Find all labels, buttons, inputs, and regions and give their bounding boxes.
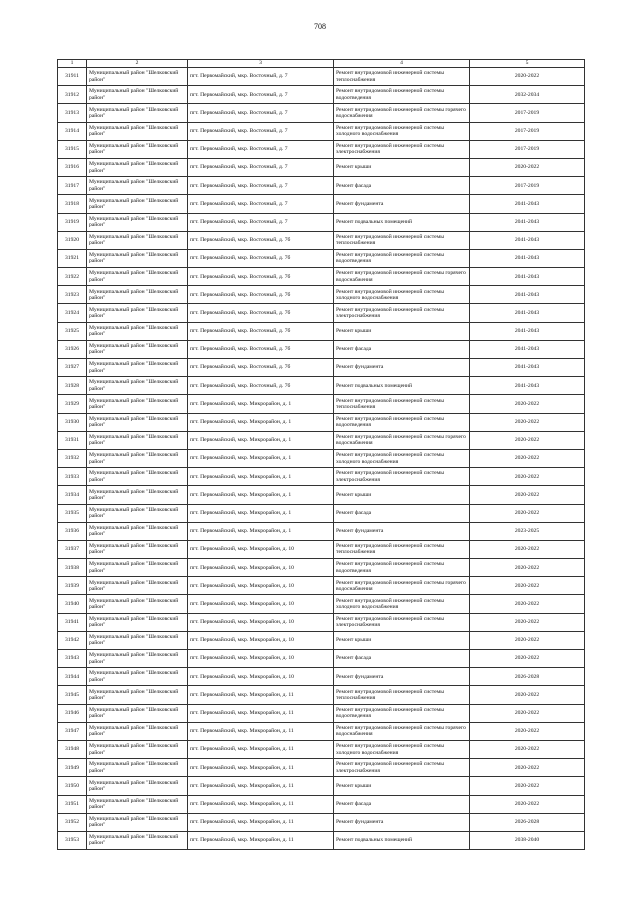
work-type-cell: Ремонт фасада <box>334 340 470 358</box>
address-cell: пгт. Первомайский, мкр. Микрорайон, д. 11 <box>188 722 334 740</box>
municipality-cell: Муниципальный район "Шелковский район" <box>87 122 188 140</box>
municipality-cell: Муниципальный район "Шелковский район" <box>87 650 188 668</box>
table-row <box>58 795 585 813</box>
work-type-cell: Ремонт фасада <box>334 650 470 668</box>
column-header: 1 <box>58 60 87 68</box>
period-cell: 2020-2022 <box>470 631 585 649</box>
row-number-cell: 31929 <box>58 395 87 413</box>
period-cell: 2038-2040 <box>470 831 585 849</box>
table-row <box>58 413 585 431</box>
table-row <box>58 704 585 722</box>
period-cell: 2020-2022 <box>470 431 585 449</box>
period-cell: 2020-2022 <box>470 395 585 413</box>
table-row <box>58 722 585 740</box>
municipality-cell: Муниципальный район "Шелковский район" <box>87 104 188 122</box>
work-type-cell: Ремонт фундамента <box>334 359 470 377</box>
period-cell: 2020-2022 <box>470 559 585 577</box>
municipality-cell: Муниципальный район "Шелковский район" <box>87 486 188 504</box>
table-row <box>58 740 585 758</box>
address-cell: пгт. Первомайский, мкр. Восточный, д. 7б <box>188 377 334 395</box>
row-number-cell: 31933 <box>58 468 87 486</box>
row-number-cell: 31932 <box>58 449 87 467</box>
table-row <box>58 104 585 122</box>
municipality-cell: Муниципальный район "Шелковский район" <box>87 759 188 777</box>
address-cell: пгт. Первомайский, мкр. Микрорайон, д. 11 <box>188 831 334 849</box>
period-cell: 2020-2022 <box>470 577 585 595</box>
row-number-cell: 31947 <box>58 722 87 740</box>
municipality-cell: Муниципальный район "Шелковский район" <box>87 249 188 267</box>
period-cell: 2020-2022 <box>470 468 585 486</box>
address-cell: пгт. Первомайский, мкр. Микрорайон, д. 10 <box>188 650 334 668</box>
address-cell: пгт. Первомайский, мкр. Микрорайон, д. 11 <box>188 704 334 722</box>
row-number-cell: 31953 <box>58 831 87 849</box>
municipality-cell: Муниципальный район "Шелковский район" <box>87 322 188 340</box>
period-cell: 2020-2022 <box>470 795 585 813</box>
table-row <box>58 504 585 522</box>
address-cell: пгт. Первомайский, мкр. Микрорайон, д. 11 <box>188 686 334 704</box>
work-type-cell: Ремонт внутридомовой инженерной системы электроснабжения <box>334 613 470 631</box>
table-row <box>58 359 585 377</box>
table-row <box>58 286 585 304</box>
municipality-cell: Муниципальный район "Шелковский район" <box>87 268 188 286</box>
period-cell: 2023-2025 <box>470 522 585 540</box>
address-cell: пгт. Первомайский, мкр. Микрорайон, д. 1 <box>188 413 334 431</box>
period-cell: 2041-2043 <box>470 231 585 249</box>
column-header: 3 <box>188 60 334 68</box>
column-header: 4 <box>334 60 470 68</box>
period-cell: 2041-2043 <box>470 213 585 231</box>
work-type-cell: Ремонт внутридомовой инженерной системы водоотведения <box>334 86 470 104</box>
table-row <box>58 540 585 558</box>
address-cell: пгт. Первомайский, мкр. Микрорайон, д. 1 <box>188 395 334 413</box>
row-number-cell: 31943 <box>58 650 87 668</box>
period-cell: 2017-2019 <box>470 140 585 158</box>
row-number-cell: 31916 <box>58 158 87 176</box>
work-type-cell: Ремонт фасада <box>334 177 470 195</box>
address-cell: пгт. Первомайский, мкр. Микрорайон, д. 10 <box>188 668 334 686</box>
work-type-cell: Ремонт подвальных помещений <box>334 213 470 231</box>
work-type-cell: Ремонт внутридомовой инженерной системы электроснабжения <box>334 140 470 158</box>
table-row <box>58 759 585 777</box>
address-cell: пгт. Первомайский, мкр. Восточный, д. 7 <box>188 122 334 140</box>
municipality-cell: Муниципальный район "Шелковский район" <box>87 377 188 395</box>
row-number-cell: 31918 <box>58 195 87 213</box>
row-number-cell: 31945 <box>58 686 87 704</box>
work-type-cell: Ремонт фасада <box>334 504 470 522</box>
address-cell: пгт. Первомайский, мкр. Микрорайон, д. 11 <box>188 740 334 758</box>
table-row <box>58 322 585 340</box>
table-row <box>58 813 585 831</box>
row-number-cell: 31934 <box>58 486 87 504</box>
municipality-cell: Муниципальный район "Шелковский район" <box>87 140 188 158</box>
address-cell: пгт. Первомайский, мкр. Микрорайон, д. 1 <box>188 486 334 504</box>
work-type-cell: Ремонт фундамента <box>334 195 470 213</box>
row-number-cell: 31922 <box>58 268 87 286</box>
municipality-cell: Муниципальный район "Шелковский район" <box>87 595 188 613</box>
municipality-cell: Муниципальный район "Шелковский район" <box>87 286 188 304</box>
period-cell: 2041-2043 <box>470 359 585 377</box>
table-row <box>58 486 585 504</box>
table-row <box>58 559 585 577</box>
row-number-cell: 31951 <box>58 795 87 813</box>
row-number-cell: 31919 <box>58 213 87 231</box>
address-cell: пгт. Первомайский, мкр. Восточный, д. 7б <box>188 340 334 358</box>
municipality-cell: Муниципальный район "Шелковский район" <box>87 395 188 413</box>
address-cell: пгт. Первомайский, мкр. Микрорайон, д. 10 <box>188 577 334 595</box>
address-cell: пгт. Первомайский, мкр. Микрорайон, д. 11 <box>188 777 334 795</box>
work-type-cell: Ремонт внутридомовой инженерной системы водоотведения <box>334 413 470 431</box>
period-cell: 2017-2019 <box>470 122 585 140</box>
table-row <box>58 595 585 613</box>
period-cell: 2041-2043 <box>470 340 585 358</box>
municipality-cell: Муниципальный район "Шелковский район" <box>87 831 188 849</box>
municipality-cell: Муниципальный район "Шелковский район" <box>87 577 188 595</box>
address-cell: пгт. Первомайский, мкр. Восточный, д. 7б <box>188 231 334 249</box>
row-number-cell: 31949 <box>58 759 87 777</box>
work-type-cell: Ремонт внутридомовой инженерной системы электроснабжения <box>334 304 470 322</box>
table-row <box>58 377 585 395</box>
table-row <box>58 522 585 540</box>
period-cell: 2020-2022 <box>470 759 585 777</box>
row-number-cell: 31915 <box>58 140 87 158</box>
address-cell: пгт. Первомайский, мкр. Восточный, д. 7 <box>188 140 334 158</box>
work-type-cell: Ремонт фундамента <box>334 522 470 540</box>
address-cell: пгт. Первомайский, мкр. Восточный, д. 7б <box>188 322 334 340</box>
row-number-cell: 31914 <box>58 122 87 140</box>
address-cell: пгт. Первомайский, мкр. Микрорайон, д. 1 <box>188 522 334 540</box>
table-row <box>58 668 585 686</box>
period-cell: 2020-2022 <box>470 686 585 704</box>
repair-schedule-table <box>57 59 585 850</box>
table-row <box>58 777 585 795</box>
address-cell: пгт. Первомайский, мкр. Восточный, д. 7 <box>188 104 334 122</box>
column-header: 2 <box>87 60 188 68</box>
address-cell: пгт. Первомайский, мкр. Микрорайон, д. 11 <box>188 813 334 831</box>
work-type-cell: Ремонт внутридомовой инженерной системы горячего водоснабжения <box>334 722 470 740</box>
municipality-cell: Муниципальный район "Шелковский район" <box>87 158 188 176</box>
municipality-cell: Муниципальный район "Шелковский район" <box>87 468 188 486</box>
table-row <box>58 395 585 413</box>
address-cell: пгт. Первомайский, мкр. Микрорайон, д. 1 <box>188 504 334 522</box>
table-row <box>58 613 585 631</box>
row-number-cell: 31940 <box>58 595 87 613</box>
work-type-cell: Ремонт фасада <box>334 795 470 813</box>
period-cell: 2041-2043 <box>470 322 585 340</box>
work-type-cell: Ремонт внутридомовой инженерной системы теплоснабжения <box>334 68 470 86</box>
work-type-cell: Ремонт внутридомовой инженерной системы горячего водоснабжения <box>334 268 470 286</box>
table-row <box>58 158 585 176</box>
row-number-cell: 31942 <box>58 631 87 649</box>
address-cell: пгт. Первомайский, мкр. Восточный, д. 7б <box>188 286 334 304</box>
period-cell: 2017-2019 <box>470 104 585 122</box>
table-row <box>58 86 585 104</box>
work-type-cell: Ремонт внутридомовой инженерной системы теплоснабжения <box>334 540 470 558</box>
work-type-cell: Ремонт внутридомовой инженерной системы горячего водоснабжения <box>334 577 470 595</box>
period-cell: 2020-2022 <box>470 413 585 431</box>
address-cell: пгт. Первомайский, мкр. Микрорайон, д. 10 <box>188 540 334 558</box>
period-cell: 2020-2022 <box>470 595 585 613</box>
row-number-cell: 31952 <box>58 813 87 831</box>
period-cell: 2020-2022 <box>470 704 585 722</box>
address-cell: пгт. Первомайский, мкр. Восточный, д. 7 <box>188 213 334 231</box>
table-row <box>58 122 585 140</box>
table-row <box>58 650 585 668</box>
work-type-cell: Ремонт подвальных помещений <box>334 831 470 849</box>
period-cell: 2017-2019 <box>470 177 585 195</box>
work-type-cell: Ремонт фундамента <box>334 813 470 831</box>
period-cell: 2026-2028 <box>470 668 585 686</box>
table-row <box>58 213 585 231</box>
work-type-cell: Ремонт внутридомовой инженерной системы теплоснабжения <box>334 395 470 413</box>
row-number-cell: 31935 <box>58 504 87 522</box>
municipality-cell: Муниципальный район "Шелковский район" <box>87 613 188 631</box>
table-row <box>58 140 585 158</box>
table-row <box>58 304 585 322</box>
address-cell: пгт. Первомайский, мкр. Восточный, д. 7б <box>188 249 334 267</box>
row-number-cell: 31946 <box>58 704 87 722</box>
work-type-cell: Ремонт внутридомовой инженерной системы холодного водоснабжения <box>334 595 470 613</box>
row-number-cell: 31926 <box>58 340 87 358</box>
work-type-cell: Ремонт внутридомовой инженерной системы холодного водоснабжения <box>334 122 470 140</box>
table-row <box>58 431 585 449</box>
row-number-cell: 31941 <box>58 613 87 631</box>
row-number-cell: 31938 <box>58 559 87 577</box>
municipality-cell: Муниципальный район "Шелковский район" <box>87 740 188 758</box>
work-type-cell: Ремонт внутридомовой инженерной системы горячего водоснабжения <box>334 104 470 122</box>
work-type-cell: Ремонт внутридомовой инженерной системы водоотведения <box>334 704 470 722</box>
period-cell: 2041-2043 <box>470 377 585 395</box>
work-type-cell: Ремонт внутридомовой инженерной системы водоотведения <box>334 559 470 577</box>
period-cell: 2041-2043 <box>470 304 585 322</box>
address-cell: пгт. Первомайский, мкр. Восточный, д. 7б <box>188 359 334 377</box>
address-cell: пгт. Первомайский, мкр. Микрорайон, д. 1 <box>188 468 334 486</box>
address-cell: пгт. Первомайский, мкр. Восточный, д. 7 <box>188 68 334 86</box>
table-row <box>58 686 585 704</box>
work-type-cell: Ремонт крыши <box>334 322 470 340</box>
period-cell: 2026-2028 <box>470 813 585 831</box>
work-type-cell: Ремонт фундамента <box>334 668 470 686</box>
address-cell: пгт. Первомайский, мкр. Восточный, д. 7 <box>188 195 334 213</box>
period-cell: 2020-2022 <box>470 68 585 86</box>
table-row <box>58 340 585 358</box>
municipality-cell: Муниципальный район "Шелковский район" <box>87 431 188 449</box>
row-number-cell: 31939 <box>58 577 87 595</box>
period-cell: 2020-2022 <box>470 650 585 668</box>
work-type-cell: Ремонт внутридомовой инженерной системы горячего водоснабжения <box>334 431 470 449</box>
address-cell: пгт. Первомайский, мкр. Микрорайон, д. 10 <box>188 595 334 613</box>
row-number-cell: 31936 <box>58 522 87 540</box>
row-number-cell: 31937 <box>58 540 87 558</box>
work-type-cell: Ремонт внутридомовой инженерной системы теплоснабжения <box>334 231 470 249</box>
work-type-cell: Ремонт внутридомовой инженерной системы электроснабжения <box>334 468 470 486</box>
address-cell: пгт. Первомайский, мкр. Микрорайон, д. 11 <box>188 759 334 777</box>
municipality-cell: Муниципальный район "Шелковский район" <box>87 413 188 431</box>
municipality-cell: Муниципальный район "Шелковский район" <box>87 668 188 686</box>
table-row <box>58 177 585 195</box>
table-row <box>58 577 585 595</box>
table-row <box>58 268 585 286</box>
work-type-cell: Ремонт крыши <box>334 158 470 176</box>
municipality-cell: Муниципальный район "Шелковский район" <box>87 631 188 649</box>
address-cell: пгт. Первомайский, мкр. Микрорайон, д. 10 <box>188 613 334 631</box>
municipality-cell: Муниципальный район "Шелковский район" <box>87 722 188 740</box>
municipality-cell: Муниципальный район "Шелковский район" <box>87 340 188 358</box>
municipality-cell: Муниципальный район "Шелковский район" <box>87 559 188 577</box>
work-type-cell: Ремонт внутридомовой инженерной системы водоотведения <box>334 249 470 267</box>
page-number: 708 <box>314 22 326 31</box>
column-header: 5 <box>470 60 585 68</box>
row-number-cell: 31931 <box>58 431 87 449</box>
period-cell: 2020-2022 <box>470 613 585 631</box>
work-type-cell: Ремонт крыши <box>334 631 470 649</box>
table-row <box>58 468 585 486</box>
row-number-cell: 31924 <box>58 304 87 322</box>
municipality-cell: Муниципальный район "Шелковский район" <box>87 813 188 831</box>
period-cell: 2041-2043 <box>470 249 585 267</box>
work-type-cell: Ремонт внутридомовой инженерной системы холодного водоснабжения <box>334 740 470 758</box>
table-row <box>58 68 585 86</box>
row-number-cell: 31944 <box>58 668 87 686</box>
work-type-cell: Ремонт внутридомовой инженерной системы холодного водоснабжения <box>334 449 470 467</box>
row-number-cell: 31917 <box>58 177 87 195</box>
row-number-cell: 31920 <box>58 231 87 249</box>
municipality-cell: Муниципальный район "Шелковский район" <box>87 213 188 231</box>
municipality-cell: Муниципальный район "Шелковский район" <box>87 686 188 704</box>
row-number-cell: 31950 <box>58 777 87 795</box>
table-header-row <box>58 60 585 68</box>
work-type-cell: Ремонт подвальных помещений <box>334 377 470 395</box>
municipality-cell: Муниципальный район "Шелковский район" <box>87 359 188 377</box>
municipality-cell: Муниципальный район "Шелковский район" <box>87 449 188 467</box>
work-type-cell: Ремонт внутридомовой инженерной системы теплоснабжения <box>334 686 470 704</box>
address-cell: пгт. Первомайский, мкр. Восточный, д. 7 <box>188 86 334 104</box>
address-cell: пгт. Первомайский, мкр. Микрорайон, д. 11 <box>188 795 334 813</box>
period-cell: 2041-2043 <box>470 195 585 213</box>
address-cell: пгт. Первомайский, мкр. Восточный, д. 7 <box>188 177 334 195</box>
table-row <box>58 449 585 467</box>
address-cell: пгт. Первомайский, мкр. Микрорайон, д. 1 <box>188 449 334 467</box>
period-cell: 2020-2022 <box>470 777 585 795</box>
period-cell: 2041-2043 <box>470 268 585 286</box>
address-cell: пгт. Первомайский, мкр. Микрорайон, д. 1 <box>188 431 334 449</box>
period-cell: 2020-2022 <box>470 486 585 504</box>
work-type-cell: Ремонт крыши <box>334 777 470 795</box>
period-cell: 2020-2022 <box>470 540 585 558</box>
address-cell: пгт. Первомайский, мкр. Восточный, д. 7 <box>188 158 334 176</box>
municipality-cell: Муниципальный район "Шелковский район" <box>87 522 188 540</box>
table-body <box>58 68 585 850</box>
address-cell: пгт. Первомайский, мкр. Микрорайон, д. 10 <box>188 631 334 649</box>
municipality-cell: Муниципальный район "Шелковский район" <box>87 68 188 86</box>
address-cell: пгт. Первомайский, мкр. Восточный, д. 7б <box>188 268 334 286</box>
period-cell: 2041-2043 <box>470 286 585 304</box>
table-row <box>58 231 585 249</box>
municipality-cell: Муниципальный район "Шелковский район" <box>87 231 188 249</box>
municipality-cell: Муниципальный район "Шелковский район" <box>87 795 188 813</box>
work-type-cell: Ремонт внутридомовой инженерной системы электроснабжения <box>334 759 470 777</box>
table-row <box>58 831 585 849</box>
period-cell: 2020-2022 <box>470 449 585 467</box>
work-type-cell: Ремонт внутридомовой инженерной системы холодного водоснабжения <box>334 286 470 304</box>
period-cell: 2020-2022 <box>470 740 585 758</box>
municipality-cell: Муниципальный район "Шелковский район" <box>87 195 188 213</box>
municipality-cell: Муниципальный район "Шелковский район" <box>87 86 188 104</box>
row-number-cell: 31930 <box>58 413 87 431</box>
row-number-cell: 31912 <box>58 86 87 104</box>
municipality-cell: Муниципальный район "Шелковский район" <box>87 704 188 722</box>
row-number-cell: 31928 <box>58 377 87 395</box>
table-row <box>58 249 585 267</box>
municipality-cell: Муниципальный район "Шелковский район" <box>87 177 188 195</box>
row-number-cell: 31911 <box>58 68 87 86</box>
row-number-cell: 31948 <box>58 740 87 758</box>
row-number-cell: 31923 <box>58 286 87 304</box>
table-row <box>58 195 585 213</box>
address-cell: пгт. Первомайский, мкр. Восточный, д. 7б <box>188 304 334 322</box>
period-cell: 2020-2022 <box>470 158 585 176</box>
row-number-cell: 31925 <box>58 322 87 340</box>
municipality-cell: Муниципальный район "Шелковский район" <box>87 777 188 795</box>
period-cell: 2020-2022 <box>470 722 585 740</box>
row-number-cell: 31921 <box>58 249 87 267</box>
municipality-cell: Муниципальный район "Шелковский район" <box>87 540 188 558</box>
table-row <box>58 631 585 649</box>
address-cell: пгт. Первомайский, мкр. Микрорайон, д. 10 <box>188 559 334 577</box>
period-cell: 2032-2034 <box>470 86 585 104</box>
work-type-cell: Ремонт крыши <box>334 486 470 504</box>
row-number-cell: 31913 <box>58 104 87 122</box>
municipality-cell: Муниципальный район "Шелковский район" <box>87 304 188 322</box>
municipality-cell: Муниципальный район "Шелковский район" <box>87 504 188 522</box>
row-number-cell: 31927 <box>58 359 87 377</box>
period-cell: 2020-2022 <box>470 504 585 522</box>
